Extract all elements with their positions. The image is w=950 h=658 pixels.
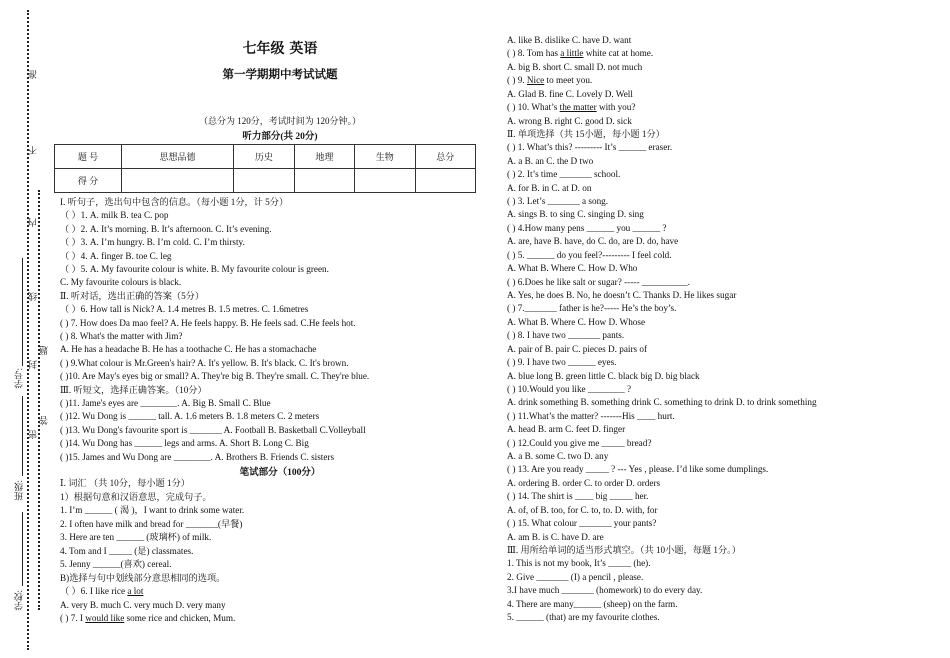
- options-line: [60, 600, 226, 611]
- score-cell[interactable]: [415, 169, 475, 193]
- line-text: A. Glad B. fine C. Lovely D. Well: [507, 88, 633, 99]
- question-line: [507, 317, 645, 328]
- question-line: [507, 183, 591, 194]
- line-text: ( ) 7. How does Da mao feel? A. He feels happy. B. He feels sad. C.He feels hot.: [60, 317, 356, 328]
- seal-char: 准: [28, 70, 38, 79]
- line-text: 5. ______ (that) are my favourite clothes.: [507, 612, 660, 623]
- score-cell[interactable]: [355, 169, 415, 193]
- question-line: [60, 318, 356, 329]
- line-text: ( )10. Are May's eyes big or small? A. They're big B. They're small. C. They're blue.: [60, 371, 370, 382]
- question-line: [507, 491, 648, 502]
- line-text: A. sings B. to sing C. singing D. sing: [507, 209, 644, 220]
- line-text: I. 听句子，选出句中包含的信息。（每小题 1分，计 5分）: [60, 197, 289, 207]
- student-id-label: 学号:: [14, 368, 24, 389]
- line-text: A. blue long B. green little C. black big D. big black: [507, 370, 700, 381]
- question-line: [507, 464, 768, 475]
- question-line: [507, 451, 608, 462]
- line-text: white cat at home.: [583, 48, 654, 59]
- underlined-phrase: a little: [560, 48, 584, 59]
- score-table: [54, 144, 476, 193]
- line-text: Ⅱ. 单项选择（共 15小题，每小题 1分）: [507, 128, 665, 139]
- line-text: A. big B. short C. small D. not much: [507, 61, 643, 72]
- line-text: ( ) 7. I: [60, 613, 86, 623]
- line-text: ( ) 6.Does he like salt or sugar? ----- __________.: [507, 276, 690, 287]
- question-line: [507, 129, 665, 140]
- question-line: [60, 519, 242, 530]
- line-text: A. He has a headache B. He has a toothache C. He has a stomachache: [60, 344, 317, 355]
- question-line: [507, 545, 741, 556]
- line-text: ( ) 14. The shirt is ____ big _____ her.: [507, 491, 649, 502]
- question-line: [60, 210, 168, 221]
- class-blank[interactable]: [22, 396, 23, 476]
- line-text: ( ) 15. What colour _______ your pants?: [507, 518, 657, 529]
- underlined-phrase: a lot: [127, 586, 144, 596]
- line-text: A. for B. in C. at D. on: [507, 182, 592, 193]
- question-line: [507, 48, 653, 59]
- question-line: [507, 209, 644, 220]
- question-line: [507, 357, 616, 368]
- school-blank[interactable]: [22, 512, 23, 586]
- exam-note: （总分为 120分，考试时间为 120分钟。）: [198, 116, 361, 126]
- question-line: [507, 518, 656, 529]
- dotted-cut-line: [27, 10, 29, 650]
- question-line: [507, 599, 678, 610]
- line-text: 2. I often have milk and bread for _______(早餐): [60, 518, 243, 529]
- line-text: A. What B. Where C. How D. Whose: [507, 316, 646, 327]
- line-text: Ⅲ. 用所给单词的适当形式填空。（共 10小题，每题 1分。）: [507, 544, 741, 555]
- binding-margin: [0, 0, 49, 658]
- question-line: [60, 237, 245, 248]
- question-line: [60, 532, 211, 543]
- question-line: [507, 156, 593, 167]
- line-text: 2. Give _______ (I) a pencil , please.: [507, 571, 644, 582]
- options-line: [507, 89, 633, 100]
- question-line: [507, 196, 608, 207]
- question-line: [507, 250, 672, 261]
- question-line: [60, 492, 212, 503]
- line-text: 1. I’m ______ ( 渴 )，I want to drink some water.: [60, 505, 245, 515]
- question-line: [60, 371, 369, 382]
- line-text: ( ) 12.Could you give me _____ bread?: [507, 437, 652, 448]
- question-line: [60, 331, 182, 342]
- question-line: [60, 478, 190, 489]
- seal-char: 线: [28, 292, 38, 301]
- question-line: [507, 290, 736, 301]
- line-text: （ ）1. A. milk B. tea C. pop: [60, 210, 169, 221]
- question-line: [507, 263, 637, 274]
- line-text: A. like B. dislike C. have D. want: [507, 35, 632, 45]
- score-header-cell: 历史: [234, 145, 294, 169]
- question-line: [507, 572, 643, 583]
- underlined-phrase: Nice: [526, 75, 545, 86]
- question-line: [507, 330, 624, 341]
- question-line: [507, 236, 678, 247]
- line-text: 3. Here are ten ______ (玻璃杯) of milk.: [60, 532, 212, 542]
- line-text: 1）根据句意和汉语意思，完成句子。: [60, 491, 212, 502]
- question-line: [60, 398, 271, 409]
- question-line: [507, 411, 675, 422]
- line-text: A. a B. some C. two D. any: [507, 451, 609, 462]
- question-line: [507, 223, 667, 234]
- score-cell[interactable]: [121, 169, 233, 193]
- seal-char: 答: [39, 416, 49, 425]
- question-line: [60, 438, 309, 449]
- line-text: C. My favourite colours is black.: [60, 277, 182, 288]
- line-text: A. head B. arm C. feet D. finger: [507, 424, 626, 435]
- question-line: [507, 585, 702, 596]
- question-line: [507, 424, 625, 435]
- question-line: [60, 546, 193, 557]
- seal-char: 密: [28, 430, 38, 439]
- underlined-phrase: the matter: [559, 102, 597, 113]
- question-line: [507, 478, 660, 489]
- score-cell[interactable]: [234, 169, 294, 193]
- line-text: 5. Jenny ______(喜欢) cereal.: [60, 559, 172, 569]
- question-line: [60, 264, 329, 275]
- question-line: [507, 612, 660, 623]
- line-text: ( )14. Wu Dong has ______ legs and arms. A. Short B. Long C. Big: [60, 438, 309, 449]
- question-line: [60, 425, 366, 436]
- question-line: [60, 505, 244, 516]
- line-text: ( ) 9. I have two ______ eyes.: [507, 357, 617, 368]
- line-text: ( ) 8. Tom has: [507, 48, 561, 59]
- line-text: A. of, of B. too, for C. to, to. D. with, for: [507, 504, 658, 515]
- line-text: A. ordering B. order C. to order D. orders: [507, 477, 661, 488]
- question-line: [507, 371, 700, 382]
- student-id-blank[interactable]: [22, 258, 23, 366]
- dotted-seal-line: [38, 190, 40, 610]
- question-line: [507, 558, 651, 569]
- question-line: [60, 277, 181, 288]
- line-text: ( ) 3. Let’s _______ a song.: [507, 196, 609, 207]
- question-line: [60, 358, 349, 369]
- line-text: A. wrong B. right C. good D. sick: [507, 115, 632, 126]
- question-line: [60, 304, 308, 315]
- question-line: [60, 452, 334, 463]
- question-line: [507, 277, 690, 288]
- line-text: some rice and chicken, Mum.: [124, 613, 236, 623]
- score-row-label: 得 分: [55, 169, 122, 193]
- line-text: A. very B. much C. very much D. very many: [60, 599, 226, 610]
- score-cell[interactable]: [294, 169, 354, 193]
- score-header-cell: 思想品德: [121, 145, 233, 169]
- line-text: ( ) 11.What’s the matter? -------His ____ hurt.: [507, 410, 675, 421]
- line-text: Ⅲ. 听短文，选择正确答案。（10分）: [60, 384, 207, 395]
- question-line: [507, 116, 632, 127]
- line-text: （ ）6. How tall is Nick? A. 1.4 metres B. 1.5 metres. C. 1.6metres: [60, 304, 309, 315]
- question-line: [507, 532, 604, 543]
- line-text: （ ）2. A. It’s morning. B. It’s afternoon. C. It’s evening.: [60, 223, 272, 234]
- line-text: A. are, have B. have, do C. do, are D. do, have: [507, 236, 679, 247]
- line-text: A. pair of B. pair C. pieces D. pairs of: [507, 343, 648, 354]
- question-line: [507, 75, 592, 86]
- line-text: ( ) 7._______ father is he?----- He’s the boy’s.: [507, 303, 677, 314]
- line-text: （ ）5. A. My favourite colour is white. B. My favourite colour is green.: [60, 264, 329, 274]
- exam-subtitle: 第一学期期中考试试题: [222, 67, 338, 81]
- question-line: [60, 251, 172, 262]
- page-title: 七年级 英语: [242, 41, 318, 57]
- seal-char: 封: [28, 360, 38, 369]
- line-text: with you?: [596, 102, 636, 113]
- question-line: [60, 291, 204, 302]
- line-text: 4. There are many______ (sheep) on the farm.: [507, 598, 678, 609]
- line-text: ( ) 10.Would you like ________ ?: [507, 383, 632, 394]
- question-line: [507, 384, 631, 395]
- line-text: A. am B. is C. have D. are: [507, 531, 604, 542]
- line-text: A. drink something B. something drink C. something to drink D. to drink something: [507, 397, 817, 408]
- score-header-cell: 生物: [355, 145, 415, 169]
- line-text: ( ) 9.: [507, 75, 527, 86]
- line-text: to meet you.: [544, 75, 593, 86]
- line-text: A. a B. an C. the D two: [507, 155, 594, 166]
- line-text: ( ) 4.How many pens ______ you ______ ?: [507, 222, 667, 233]
- score-header-cell: 地理: [294, 145, 354, 169]
- class-label: 班级:: [14, 480, 24, 501]
- line-text: ( ) 13. Are you ready _____ ? --- Yes , please. I’d like some dumplings.: [507, 464, 769, 475]
- line-text: ( ) 2. It’s time _______ school.: [507, 169, 621, 180]
- line-text: 4. Tom and I _____ (是) classmates.: [60, 545, 194, 556]
- seal-char: 题: [39, 346, 49, 355]
- question-line: [60, 411, 319, 422]
- question-line: [60, 197, 288, 208]
- question-line: [60, 344, 316, 355]
- line-text: ( ) 5. ______ do you feel?--------- I feel cold.: [507, 249, 672, 260]
- line-text: 1. This is not my book, It’s _____ (he).: [507, 558, 651, 569]
- school-label: 学校:: [14, 590, 24, 611]
- question-line: [60, 573, 225, 584]
- line-text: （ ）6. I like rice: [60, 586, 128, 596]
- question-line: [60, 224, 272, 235]
- listening-heading: 听力部分(共 20分): [242, 132, 318, 142]
- line-text: ( ) 8. What's the matter with Jim?: [60, 331, 183, 341]
- options-line: [507, 62, 642, 73]
- line-text: ( ) 1. What’s this? --------- It’s ______ eraser.: [507, 142, 673, 153]
- question-line: [507, 505, 658, 516]
- seal-char: 内: [28, 218, 38, 227]
- underlined-phrase: would like: [85, 613, 125, 623]
- line-text: ( ) 10. What’s: [507, 102, 560, 113]
- seal-char: 不: [28, 146, 38, 155]
- writing-heading: 笔试部分（100分）: [239, 468, 321, 478]
- score-header-cell: 总分: [415, 145, 475, 169]
- question-line: [507, 303, 676, 314]
- options-line: [507, 35, 631, 46]
- line-text: A. What B. Where C. How D. Who: [507, 263, 638, 274]
- question-line: [60, 559, 172, 570]
- question-line: [507, 344, 647, 355]
- question-line: [507, 438, 651, 449]
- line-text: （ ）3. A. I’m hungry. B. I’m cold. C. I’m thirsty.: [60, 237, 245, 248]
- line-text: ( ) 8. I have two _______ pants.: [507, 330, 625, 341]
- question-line: [507, 169, 620, 180]
- question-line: [60, 385, 207, 396]
- line-text: ( )11. Jame's eyes are ________. A. Big B. Small C. Blue: [60, 398, 271, 408]
- question-line: [507, 102, 635, 113]
- line-text: （ ）4. A. finger B. toe C. leg: [60, 250, 172, 261]
- question-line: [507, 142, 672, 153]
- score-header-cell: 题 号: [55, 145, 122, 169]
- line-text: Ⅱ. 听对话，选出正确的答案（5分）: [60, 290, 205, 301]
- question-line: [507, 397, 817, 408]
- line-text: ( )12. Wu Dong is ______ tall. A. 1.6 meters B. 1.8 meters C. 2 meters: [60, 411, 320, 422]
- line-text: 3.I have much _______ (homework) to do every day.: [507, 585, 703, 596]
- question-line: [60, 613, 235, 624]
- line-text: ( )13. Wu Dong's favourite sport is _______ A. Football B. Basketball C.Volleyball: [60, 424, 366, 435]
- line-text: ( ) 9.What colour is Mr.Green's hair? A. It's yellow. B. It's black. C. It's brown.: [60, 357, 349, 368]
- line-text: B)选择与句中划线部分意思相同的选项。: [60, 572, 226, 583]
- line-text: A. Yes, he does B. No, he doesn’t C. Thanks D. He likes sugar: [507, 289, 737, 300]
- line-text: Ⅰ. 词汇 （共 10分，每小题 1分）: [60, 478, 190, 488]
- question-line: [60, 586, 143, 597]
- line-text: ( )15. James and Wu Dong are ________. A. Brothers B. Friends C. sisters: [60, 451, 335, 462]
